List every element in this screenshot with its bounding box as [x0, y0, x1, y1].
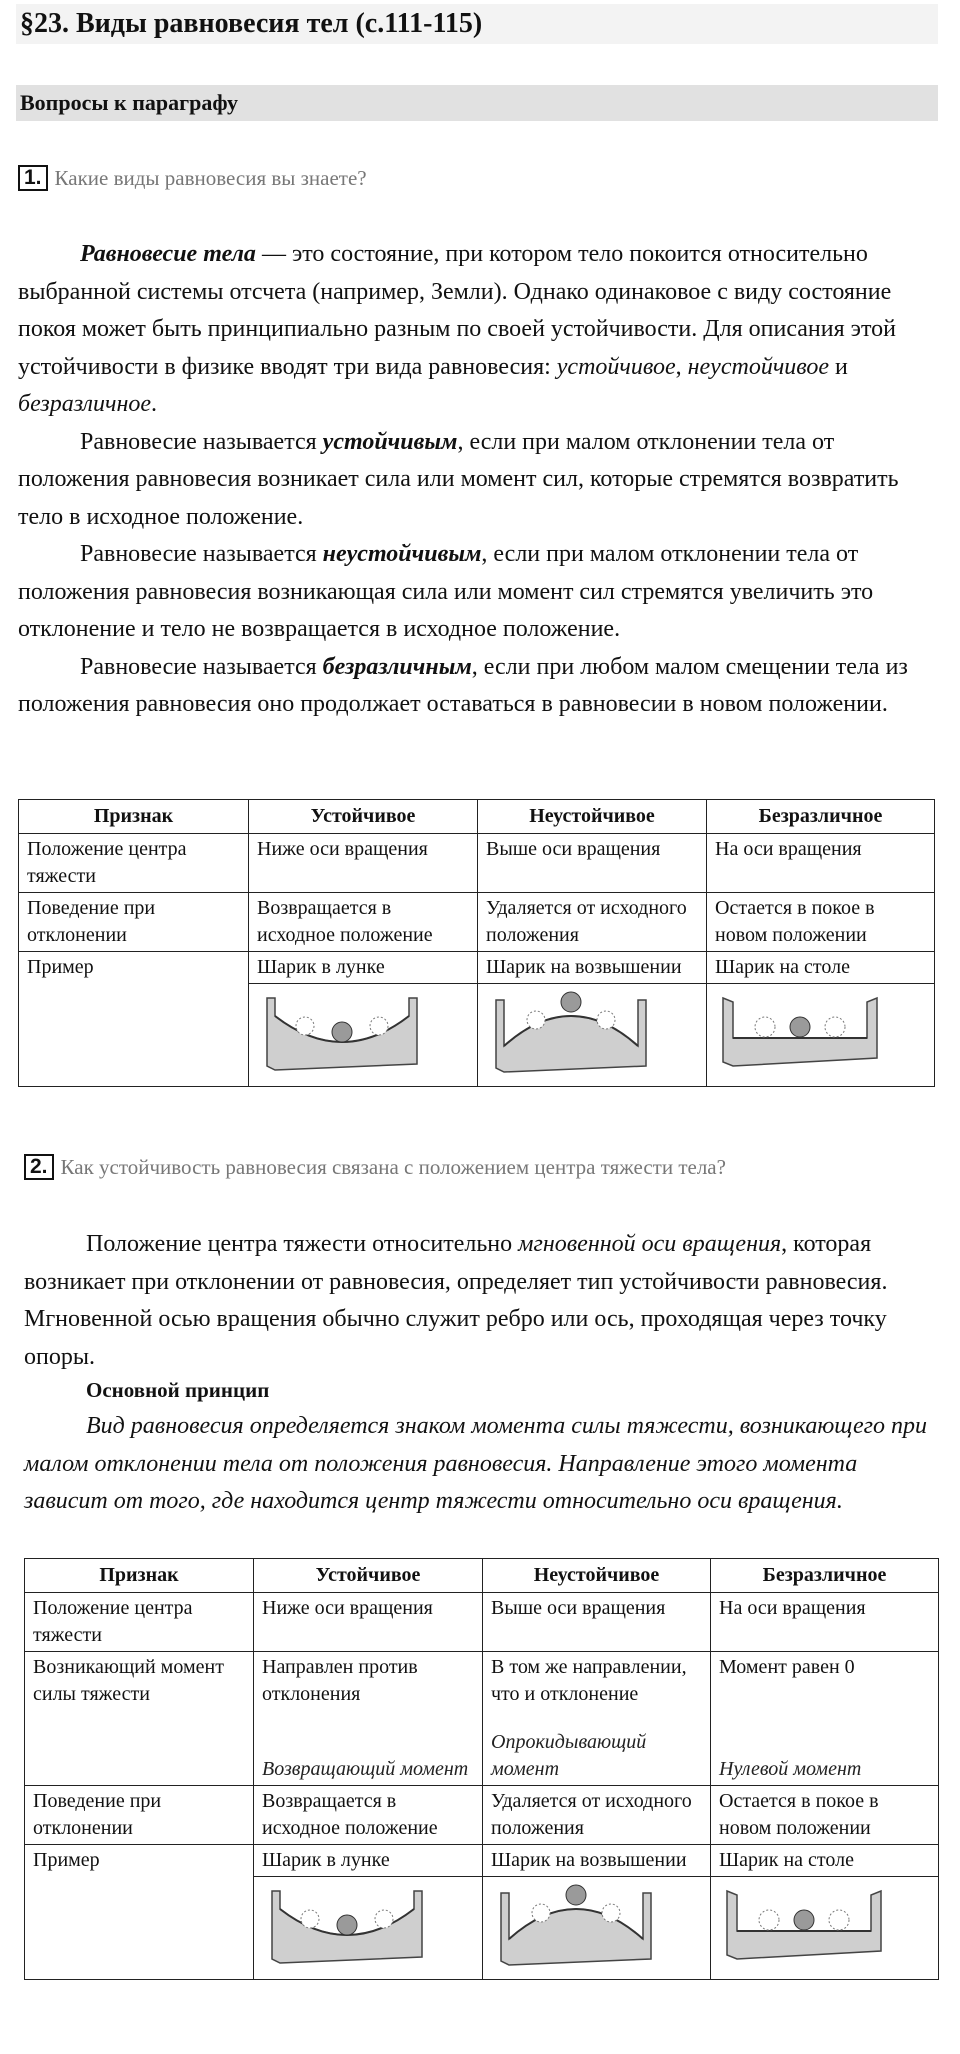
- term-stable: устойчивым: [322, 428, 458, 455]
- table-row: Пример Шарик в лунке Шарик на возвышении Шарик на столе: [25, 1845, 939, 1877]
- section-subtitle: Вопросы к параграфу: [16, 85, 938, 121]
- header-unstable: Неустойчивое: [478, 800, 707, 834]
- question-1-text: Какие виды равновесия вы знаете?: [54, 165, 367, 190]
- term-equilibrium: Равновесие тела: [80, 241, 256, 267]
- table-row: Положение центра тяжести Ниже оси вращения Выше оси вращения На оси вращения: [19, 834, 935, 893]
- table-row: Положение центра тяжести Ниже оси вращения Выше оси вращения На оси вращения: [25, 1593, 939, 1652]
- header-stable: Устойчивое: [254, 1559, 483, 1593]
- page-title: §23. Виды равновесия тел (с.111-115): [16, 4, 938, 44]
- question-1-number: 1.: [18, 165, 48, 191]
- table-row: Поведение при отклонении Возвращается в исходное положение Удаляется от исходного положения Остается в покое в новом положении: [25, 1786, 939, 1845]
- table-header-row: [25, 1559, 939, 1593]
- principle-text: Вид равновесия определяется знаком момента силы тяжести, возникающего при малом отклонении тела от положения равновесия. Направление этого момента зависит от того, где находится центр тяжести относительно оси вращения.: [24, 1413, 928, 1514]
- term-unstable: неустойчивым: [322, 541, 482, 567]
- table-row: Пример Шарик в лунке Шарик на возвышении Шарик на столе: [19, 952, 935, 984]
- illustration-stable: [249, 984, 478, 1087]
- table-row: Поведение при отклонении Возвращается в исходное положение Удаляется от исходного положения Остается в покое в новом положении: [19, 893, 935, 952]
- table-row: Возникающий момент силы тяжести Направлен против отклонения Возвращающий момент В том же направлении, что и отклонение Опрокидывающий момент Момент равен 0 Нулевой момент: [25, 1652, 939, 1786]
- illustration-neutral: [711, 1877, 939, 1980]
- header-neutral: Безразличное: [707, 800, 935, 834]
- term-neutral: безразличным: [322, 653, 472, 680]
- question-2: [24, 1154, 726, 1180]
- illustration-unstable: [478, 984, 707, 1087]
- principle-text-block: [24, 1408, 940, 1521]
- table-equilibrium-types-2: [24, 1558, 939, 1980]
- header-neutral: Безразличное: [711, 1559, 939, 1593]
- header-feature: Признак: [25, 1559, 254, 1593]
- question-2-number: 2.: [24, 1154, 54, 1180]
- principle-heading: Основной принцип: [86, 1378, 270, 1402]
- answer-1-paragraph-3: Равновесие называется неустойчивым, если при малом отклонении тела от положения равновесия возникающая сила или момент сил стремятся увеличить это отклонение и тело не возвращается в исходное положение.: [18, 541, 874, 642]
- answer-1-paragraph-4: Равновесие называется безразличным, если при любом малом смещении тела из положения равновесия оно продолжает оставаться в равновесии в новом положении.: [18, 653, 908, 717]
- answer-2-paragraph-1: Положение центра тяжести относительно мгновенной оси вращения, которая возникает при отклонении от равновесия, определяет тип устойчивости равновесия. Мгновенной осью вращения обычно служит ребро или ось, проходящая через точку опоры.: [24, 1231, 888, 1370]
- answer-1-paragraph-1: Равновесие тела — это состояние, при котором тело покоится относительно выбранной системы отсчета (например, Земли). Однако одинаковое с виду состояние покоя может быть принципиально разным по своей устойчивости. Для описания этой устойчивости в физике вводят три вида равновесия: устойчивое, неустойчивое и безразличное.: [18, 241, 896, 417]
- header-stable: Устойчивое: [249, 800, 478, 834]
- header-unstable: Неустойчивое: [483, 1559, 711, 1593]
- table-header-row: [19, 800, 935, 834]
- question-2-text: Как устойчивость равновесия связана с положением центра тяжести тела?: [60, 1154, 726, 1179]
- term-instant-axis: мгновенной оси вращения: [518, 1231, 782, 1257]
- header-feature: Признак: [19, 800, 249, 834]
- question-1: [18, 165, 367, 191]
- illustration-neutral: [707, 984, 935, 1087]
- answer-1-paragraph-2: Равновесие называется устойчивым, если при малом отклонении тела от положения равновесия возникает сила или момент сил, которые стремятся возвратить тело в исходное положение.: [18, 428, 899, 530]
- answer-2: [24, 1226, 940, 1376]
- illustration-unstable: [483, 1877, 711, 1980]
- answer-1: [18, 236, 938, 724]
- illustration-stable: [254, 1877, 483, 1980]
- table-equilibrium-types-1: [18, 799, 935, 1087]
